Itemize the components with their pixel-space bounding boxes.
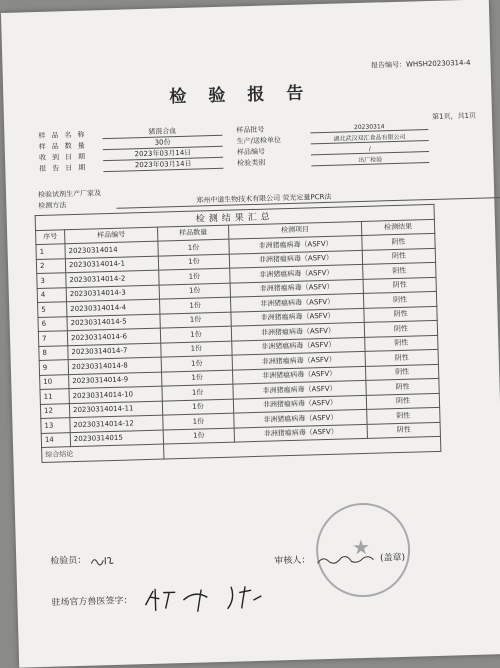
value-batch-no: 20230314 <box>310 122 428 133</box>
cell-result: 阴性 <box>365 335 438 352</box>
inspector-signature <box>50 552 115 567</box>
label-sample-no: 样品编号 <box>236 147 266 157</box>
cell-seq: 11 <box>40 389 69 404</box>
header-item: 检测项目 <box>228 221 361 239</box>
cell-sample-no: 20230314014-2 <box>66 270 159 287</box>
cell-item: 非洲猪瘟病毒（ASFV） <box>233 395 366 413</box>
cell-seq: 6 <box>38 316 67 331</box>
label-report-date: 报告日期 <box>39 163 92 173</box>
cell-item: 非洲猪瘟病毒（ASFV） <box>229 250 362 268</box>
cell-item: 非洲猪瘟病毒（ASFV） <box>230 293 363 311</box>
cell-result: 阴性 <box>365 364 438 381</box>
cell-result: 阴性 <box>363 277 436 294</box>
report-paper <box>1 0 500 668</box>
cell-qty: 1份 <box>159 283 230 299</box>
label-supplier: 生产/送检单位 <box>236 136 282 146</box>
cell-sample-no: 20230314014 <box>65 241 158 258</box>
summary-label: 综合结论 <box>42 444 164 462</box>
value-sample-no: / <box>311 144 429 155</box>
cell-result: 阴性 <box>366 393 439 410</box>
cell-sample-no: 20230314014-6 <box>67 328 160 345</box>
label-receive-date: 收到日期 <box>38 152 92 162</box>
cell-sample-no: 20230314015 <box>70 430 163 447</box>
method-label <box>38 188 102 212</box>
label-sample-name: 样品名称 <box>38 130 91 140</box>
cell-item: 非洲猪瘟病毒（ASFV） <box>230 264 363 282</box>
cell-qty: 1份 <box>163 413 234 429</box>
header-sample-no: 样品编号 <box>65 227 158 244</box>
cell-seq: 7 <box>38 331 67 346</box>
cell-seq: 1 <box>36 244 65 259</box>
cell-item: 非洲猪瘟病毒（ASFV） <box>230 279 363 297</box>
cell-seq: 5 <box>38 302 67 317</box>
sample-info <box>38 118 479 174</box>
method-label-line2: 检测方法 <box>38 201 67 210</box>
cell-item: 非洲猪瘟病毒（ASFV） <box>231 322 364 340</box>
cell-item: 非洲猪瘟病毒（ASFV） <box>233 380 366 398</box>
cell-sample-no: 20230314014-10 <box>69 386 162 403</box>
cell-seq: 8 <box>39 345 68 360</box>
value-receive-date: 2023年03月14日 <box>103 147 223 161</box>
cell-qty: 1份 <box>161 355 232 371</box>
cell-seq: 3 <box>37 273 66 288</box>
reviewer-handwriting <box>313 551 377 567</box>
method-label-line1: 检验试剂生产厂家及 <box>37 189 102 199</box>
report-number: 报告编号：WHSH20230314-4 <box>370 58 471 70</box>
cell-result: 阴性 <box>364 320 437 337</box>
inspector-label: 检验员： <box>50 555 87 567</box>
header-qty: 样品数量 <box>157 225 228 241</box>
cell-qty: 1份 <box>160 297 231 313</box>
cell-seq: 13 <box>41 418 70 433</box>
cell-qty: 1份 <box>158 239 229 255</box>
cell-qty: 1份 <box>160 326 231 342</box>
cell-seq: 14 <box>41 432 70 447</box>
cell-sample-no: 20230314014-9 <box>69 372 162 389</box>
label-sample-qty: 样品数量 <box>38 141 91 151</box>
cell-result: 阴性 <box>365 349 438 366</box>
cell-sample-no: 20230314014-12 <box>70 415 163 432</box>
header-seq: 序号 <box>36 229 65 244</box>
value-supplier: 湖北武汉双汇食品有限公司 <box>310 131 428 144</box>
cell-result: 阴性 <box>366 378 439 395</box>
cell-item: 非洲猪瘟病毒（ASFV） <box>232 366 365 384</box>
vet-signature <box>51 580 316 617</box>
cell-qty: 1份 <box>161 341 232 357</box>
cell-seq: 12 <box>40 403 69 418</box>
cell-item: 非洲猪瘟病毒（ASFV） <box>232 337 365 355</box>
page-indicator: 第1页，共1页 <box>431 111 477 121</box>
vet-handwriting <box>135 580 316 615</box>
report-title: 检验报告 <box>169 82 326 108</box>
cell-result: 阴性 <box>367 407 440 424</box>
cell-item: 非洲猪瘟病毒（ASFV） <box>231 308 364 326</box>
cell-item: 非洲猪瘟病毒（ASFV） <box>232 351 365 369</box>
cell-sample-no: 20230314014-3 <box>66 285 159 302</box>
cell-seq: 9 <box>39 360 68 375</box>
cell-item: 非洲猪瘟病毒（ASFV） <box>234 424 367 442</box>
cell-result: 阴性 <box>362 248 435 265</box>
seal-label: (盖章) <box>379 552 406 564</box>
method-value: 郑州中道生物技术有限公司 荧光定量PCR法 <box>116 186 500 208</box>
table-caption: 检测结果汇总 <box>35 204 434 230</box>
value-report-date: 2023年03月14日 <box>103 158 223 172</box>
header-result: 检测结果 <box>361 219 434 236</box>
cell-qty: 1份 <box>162 370 233 386</box>
cell-sample-no: 20230314014-11 <box>69 401 162 418</box>
cell-result: 阴性 <box>364 306 437 323</box>
cell-result: 阴性 <box>367 422 440 439</box>
cell-qty: 1份 <box>160 312 231 328</box>
cell-sample-no: 20230314014-8 <box>68 357 161 374</box>
cell-result: 阴性 <box>363 262 436 279</box>
cell-seq: 10 <box>40 374 69 389</box>
cell-sample-no: 20230314014-7 <box>68 343 161 360</box>
cell-sample-no: 20230314014-4 <box>67 299 160 316</box>
cell-sample-no: 20230314014-1 <box>65 256 158 273</box>
cell-qty: 1份 <box>159 268 230 284</box>
vet-label: 驻场官方兽医签字： <box>51 596 133 609</box>
cell-qty: 1份 <box>163 428 234 444</box>
value-inspect-type: 出厂检验 <box>311 153 429 166</box>
cell-seq: 2 <box>36 258 65 273</box>
value-sample-qty: 30份 <box>103 136 223 150</box>
value-sample-name: 猪混合血 <box>102 125 222 139</box>
cell-qty: 1份 <box>158 254 229 270</box>
cell-sample-no: 20230314014-5 <box>67 314 160 331</box>
cell-item: 非洲猪瘟病毒（ASFV） <box>234 409 367 427</box>
seal-star-icon: ★ <box>351 534 371 560</box>
reviewer-label: 审核人： <box>274 555 311 567</box>
results-table <box>35 204 442 463</box>
cell-qty: 1份 <box>162 384 233 400</box>
label-batch-no: 样品批号 <box>236 125 265 135</box>
cell-result: 阴性 <box>362 233 435 250</box>
label-inspect-type: 检验类别 <box>237 158 266 168</box>
cell-result: 阴性 <box>363 291 436 308</box>
cell-qty: 1份 <box>162 399 233 415</box>
inspector-handwriting <box>89 553 115 566</box>
cell-seq: 4 <box>37 287 66 302</box>
cell-item: 非洲猪瘟病毒（ASFV） <box>229 235 362 253</box>
